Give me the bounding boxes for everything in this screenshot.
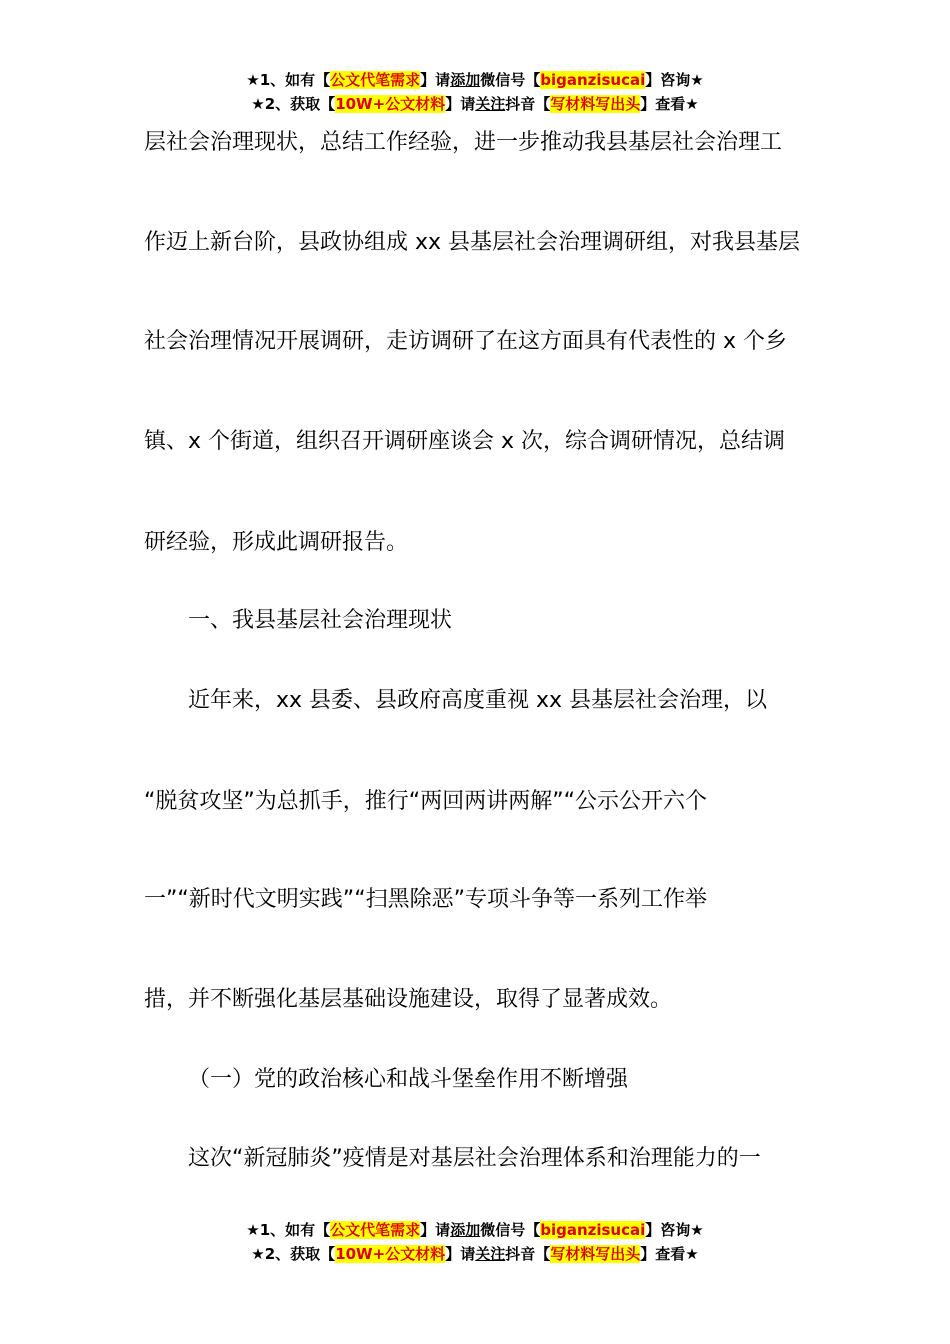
paragraph-line: “脱贫攻坚”为总抓手，推行“两回两讲两解”“公示公开六个 (144, 789, 707, 814)
banner-highlight-service: 公文代笔需求 (330, 1221, 421, 1239)
banner-text: 】咨询★ (645, 71, 704, 89)
banner-text: ★1、如有【 (246, 1221, 331, 1239)
paragraph-line: 一”“新时代文明实践”“扫黑除恶”专项斗争等一系列工作举 (144, 887, 707, 912)
banner-highlight-materials: 10W+公文材料 (335, 95, 446, 113)
banner-highlight-douyin: 写材料写出头 (550, 1245, 641, 1263)
paragraph-line: 作迈上新台阶，县政协组成 xx 县基层社会治理调研组，对我县基层 (144, 230, 801, 255)
banner-text: 微信号【 (480, 71, 541, 89)
paragraph-line: 近年来，xx 县委、县政府高度重视 xx 县基层社会治理，以 (188, 688, 768, 713)
banner-text: 】请 (420, 71, 451, 89)
banner-text: 】请 (445, 1245, 476, 1263)
banner-text: ★2、获取【 (251, 1245, 336, 1263)
section-heading: 一、我县基层社会治理现状 (188, 608, 453, 633)
footer-banner (0, 1218, 950, 1266)
banner-line-1 (0, 68, 950, 92)
banner-line-1 (0, 1218, 950, 1242)
banner-text: 】请 (445, 95, 476, 113)
banner-highlight-service: 公文代笔需求 (330, 71, 421, 89)
banner-text: 抖音【 (505, 1245, 551, 1263)
banner-text: 微信号【 (480, 1221, 541, 1239)
banner-text: 】查看★ (640, 95, 699, 113)
banner-highlight-materials: 10W+公文材料 (335, 1245, 446, 1263)
banner-underline-follow: 关注 (475, 95, 506, 113)
paragraph-line: 社会治理情况开展调研，走访调研了在这方面具有代表性的 x 个乡 (144, 329, 788, 354)
banner-text: 】咨询★ (645, 1221, 704, 1239)
banner-text: ★1、如有【 (246, 71, 331, 89)
banner-underline-add: 添加 (450, 71, 481, 89)
banner-highlight-douyin: 写材料写出头 (550, 95, 641, 113)
banner-highlight-wechat-id: biganzisucai (540, 1221, 646, 1239)
banner-text: 】请 (420, 1221, 451, 1239)
subsection-heading: （一）党的政治核心和战斗堡垒作用不断增强 (188, 1067, 629, 1092)
paragraph-line: 研经验，形成此调研报告。 (144, 530, 409, 555)
banner-line-2 (0, 1242, 950, 1266)
banner-text: ★2、获取【 (251, 95, 336, 113)
banner-text: 抖音【 (505, 95, 551, 113)
banner-underline-add: 添加 (450, 1221, 481, 1239)
paragraph-line: 措，并不断强化基层基础设施建设，取得了显著成效。 (144, 987, 673, 1012)
paragraph-line: 层社会治理现状，总结工作经验，进一步推动我县基层社会治理工 (144, 130, 783, 155)
banner-underline-follow: 关注 (475, 1245, 506, 1263)
header-banner (0, 68, 950, 116)
banner-line-2 (0, 92, 950, 116)
banner-highlight-wechat-id: biganzisucai (540, 71, 646, 89)
paragraph-line: 镇、x 个街道，组织召开调研座谈会 x 次，综合调研情况，总结调 (144, 429, 786, 454)
banner-text: 】查看★ (640, 1245, 699, 1263)
paragraph-line: 这次“新冠肺炎”疫情是对基层社会治理体系和治理能力的一 (188, 1146, 761, 1171)
